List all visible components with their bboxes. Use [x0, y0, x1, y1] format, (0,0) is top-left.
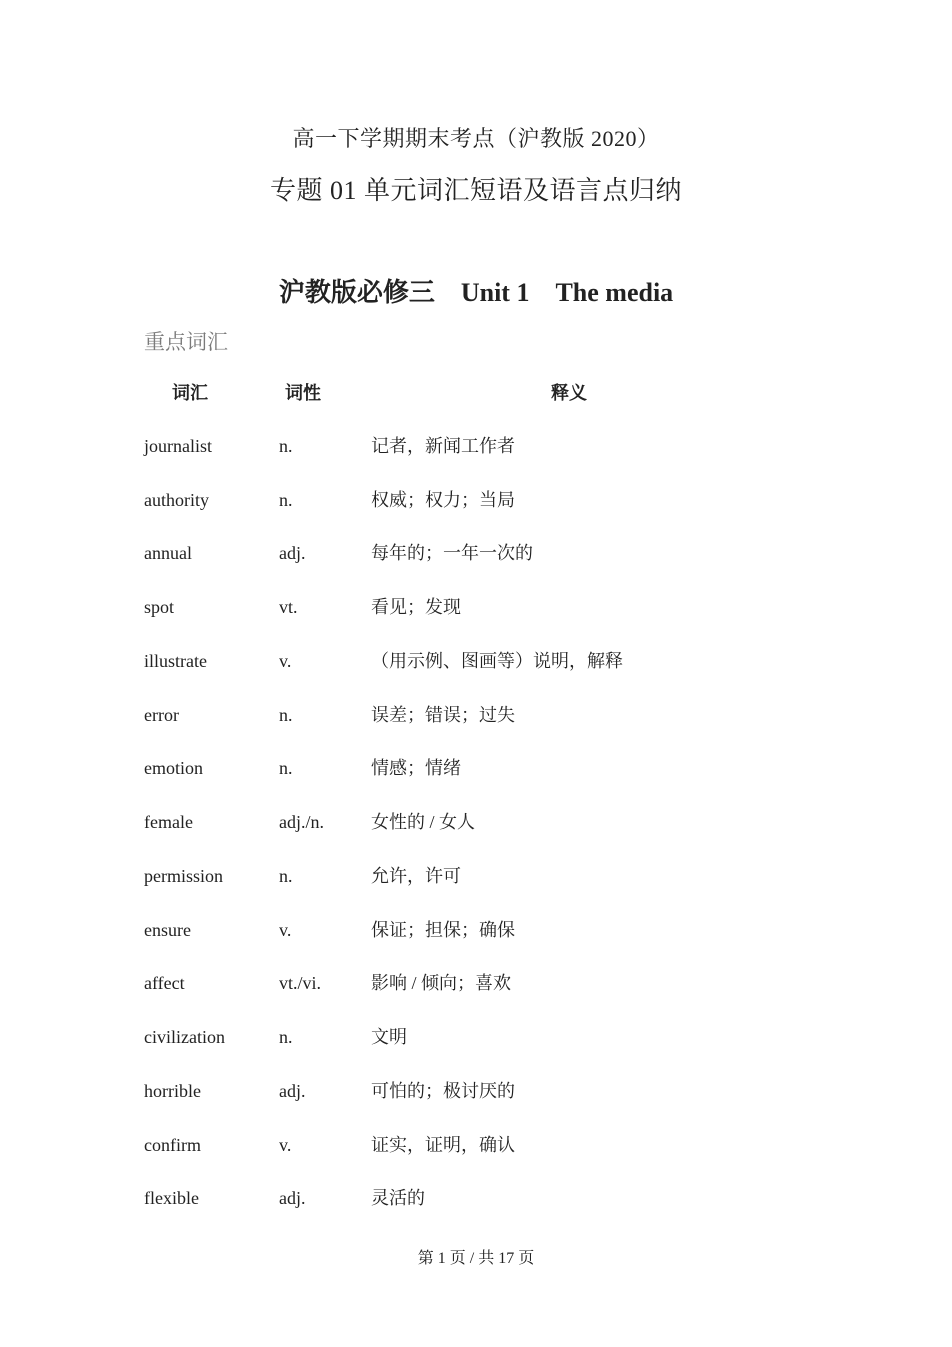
table-row: [0, 1183, 952, 1213]
vocab-word: ensure: [144, 920, 191, 940]
vocab-meaning: 可怕的；极讨厌的: [371, 1081, 515, 1101]
vocab-meaning: 看见；发现: [371, 597, 461, 617]
table-row: [0, 753, 952, 783]
vocab-word: affect: [144, 973, 185, 993]
vocab-word: illustrate: [144, 651, 207, 671]
table-row: [0, 861, 952, 891]
vocab-pos: vt./vi.: [279, 973, 322, 993]
vocab-meaning: 权威；权力；当局: [371, 490, 515, 510]
vocab-meaning: （用示例、图画等）说明，解释: [371, 651, 623, 671]
unit-heading: 沪教版必修三 Unit 1 The media: [278, 278, 674, 307]
vocab-meaning: 误差；错误；过失: [371, 705, 515, 725]
document-title: 高一下学期期末考点（沪教版 2020）: [292, 126, 660, 151]
vocab-word: permission: [144, 866, 223, 886]
vocab-word: error: [144, 705, 179, 725]
table-row: [0, 485, 952, 515]
vocab-meaning: 文明: [371, 1027, 407, 1047]
vocab-pos: v.: [279, 1135, 292, 1155]
vocab-pos: n.: [279, 758, 293, 778]
table-row: [0, 1130, 952, 1160]
page-number-footer: 第 1 页 / 共 17 页: [417, 1250, 535, 1267]
vocab-pos: n.: [279, 436, 293, 456]
vocab-pos: v.: [279, 651, 292, 671]
vocab-word: civilization: [144, 1027, 225, 1047]
vocab-meaning: 证实，证明，确认: [371, 1135, 515, 1155]
section-label-key-vocabulary: 重点词汇: [144, 330, 228, 354]
vocab-pos: n.: [279, 490, 293, 510]
table-row: [0, 538, 952, 568]
vocab-pos: adj./n.: [279, 812, 324, 832]
vocab-meaning: 记者，新闻工作者: [371, 436, 515, 456]
table-row: [0, 592, 952, 622]
vocab-meaning: 每年的；一年一次的: [371, 543, 533, 563]
vocab-word: horrible: [144, 1081, 201, 1101]
vocab-pos: n.: [279, 705, 293, 725]
vocab-pos: n.: [279, 1027, 293, 1047]
vocab-pos: v.: [279, 920, 292, 940]
vocab-pos: adj.: [279, 1188, 306, 1208]
vocab-word: spot: [144, 597, 175, 617]
column-header-meaning: 释义: [551, 383, 587, 403]
vocab-pos: vt.: [279, 597, 298, 617]
table-row: [0, 807, 952, 837]
vocab-word: flexible: [144, 1188, 199, 1208]
vocab-meaning: 允许，许可: [371, 866, 461, 886]
table-row: [0, 1076, 952, 1106]
vocab-meaning: 情感；情绪: [371, 758, 461, 778]
document-subtitle: 专题 01 单元词汇短语及语言点归纳: [269, 176, 682, 205]
table-row: [0, 1022, 952, 1052]
table-row: [0, 968, 952, 998]
table-row: [0, 431, 952, 461]
vocab-word: confirm: [144, 1135, 201, 1155]
vocab-word: authority: [144, 490, 209, 510]
vocab-pos: adj.: [279, 543, 306, 563]
vocab-pos: n.: [279, 866, 293, 886]
vocab-meaning: 灵活的: [371, 1188, 425, 1208]
column-header-part-of-speech: 词性: [285, 383, 321, 403]
vocab-meaning: 影响 / 倾向；喜欢: [371, 973, 512, 993]
table-row: [0, 915, 952, 945]
table-row: [0, 700, 952, 730]
column-header-word: 词汇: [172, 383, 208, 403]
vocab-word: annual: [144, 543, 192, 563]
vocab-word: female: [144, 812, 193, 832]
vocab-word: emotion: [144, 758, 203, 778]
table-row: [0, 646, 952, 676]
vocab-pos: adj.: [279, 1081, 306, 1101]
vocab-word: journalist: [144, 436, 212, 456]
vocab-meaning: 女性的 / 女人: [371, 812, 476, 832]
vocab-meaning: 保证；担保；确保: [371, 920, 515, 940]
